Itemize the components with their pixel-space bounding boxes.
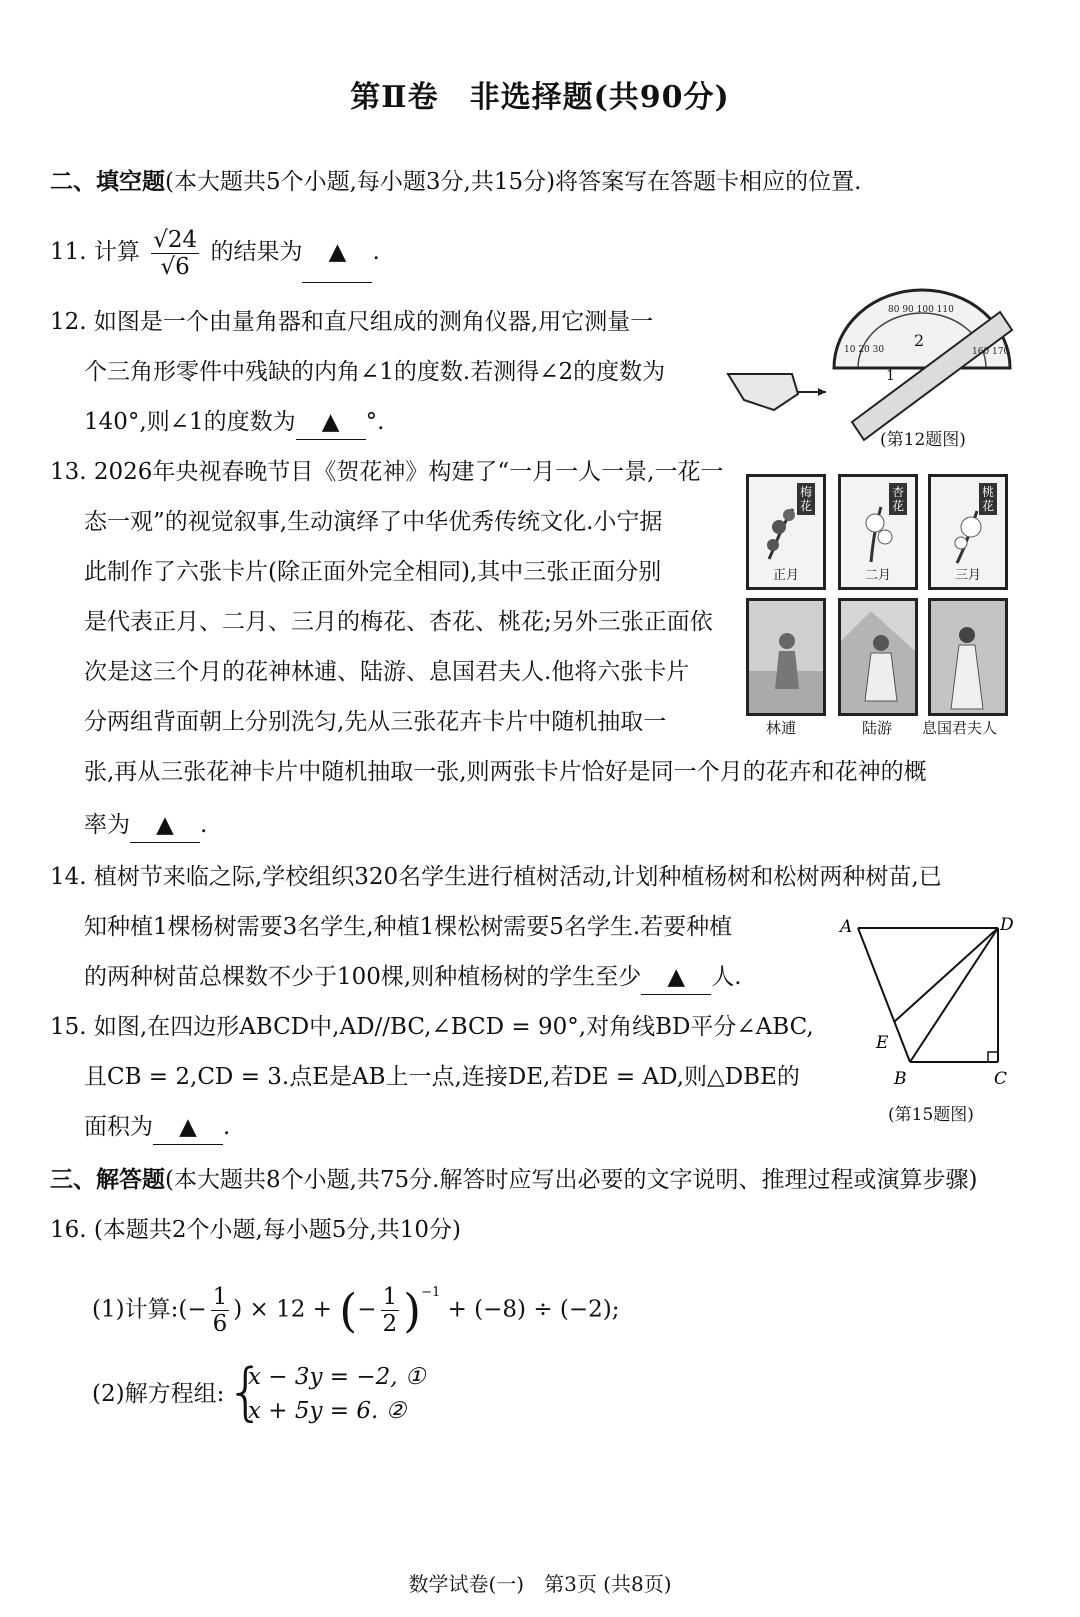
- q12-line1: 12. 如图是一个由量角器和直尺组成的测角仪器,用它测量一: [50, 309, 654, 335]
- frac2-denominator: 2: [382, 1311, 398, 1338]
- q14-line2: 知种植1棵杨树需要3名学生,种植1棵松树需要5名学生.若要种植: [84, 914, 733, 940]
- arrow-head-icon: [818, 388, 826, 396]
- q13-line5: 次是这三个月的花神林逋、陆游、息国君夫人.他将六张卡片: [84, 659, 690, 685]
- q16-p1-a: (−: [178, 1296, 207, 1323]
- q11-answer-blank: ▲: [302, 222, 372, 283]
- q11-prefix: 11. 计算: [50, 239, 140, 265]
- q14-answer-blank: ▲: [641, 960, 711, 995]
- frac2-numerator: 1: [382, 1284, 398, 1311]
- q13-answer-blank: ▲: [130, 808, 200, 843]
- q13-line2: 态一观”的视觉叙事,生动演绎了中华优秀传统文化.小宁据: [84, 509, 663, 535]
- point-c-label: C: [994, 1069, 1008, 1088]
- point-d-label: D: [1000, 915, 1014, 935]
- q16-part1: (1)计算:(− $\frac{1}{6}$ ) × 12 + (− $\frac{1}{2}$ )$^{-1}$ + (−8) ÷ (−2);: [92, 1283, 620, 1338]
- portrait-xiguojunfuren-icon: [931, 601, 1005, 713]
- portrait-linbu-icon: [749, 601, 823, 713]
- q12-line3: [84, 405, 384, 440]
- q16-p1-c: + (−8) ÷ (−2);: [447, 1296, 620, 1323]
- card-linbu: [746, 598, 826, 716]
- q16-p1-fraction1: [211, 1284, 230, 1337]
- question-11: 11. 计算 $\frac{√24}{√6}$ 的结果为 ▲ .: [50, 222, 380, 282]
- quadrilateral-figure: [834, 908, 1024, 1088]
- apricot-blossom-icon: [841, 487, 915, 567]
- q15-answer-blank: ▲: [153, 1110, 223, 1145]
- plum-blossom-icon: [749, 487, 823, 567]
- q13-line1: 13. 2026年央视春晚节目《贺花神》构建了“一月一人一景,一花一: [50, 459, 724, 485]
- person-label-luyou: 陆游: [862, 719, 893, 737]
- card-xiguojunfuren: [928, 598, 1008, 716]
- point-e-label: E: [876, 1033, 889, 1053]
- card-tag: 杏花: [889, 483, 907, 515]
- q15-caption: (第15题图): [888, 1105, 974, 1125]
- q16-p2-label: (2)解方程组:: [92, 1381, 225, 1407]
- right-angle-mark: [988, 1052, 998, 1062]
- equation-2: x + 5y = 6. ②: [248, 1398, 407, 1424]
- person-label-linbu: 林逋: [766, 719, 797, 737]
- q13-line6: 分两组背面朝上分别洗匀,先从三张花卉卡片中随机抽取一: [84, 709, 667, 735]
- protractor-scale-right: 160 170: [972, 347, 1010, 357]
- card-luyou: [838, 598, 918, 716]
- portrait-luyou-icon: [841, 601, 915, 713]
- page-title: 第Ⅱ卷 非选择题(共90分): [350, 80, 730, 115]
- q13-line3: 此制作了六张卡片(除正面外完全相同),其中三张正面分别: [84, 559, 662, 585]
- q11-denominator: √6: [160, 253, 190, 280]
- q11-numerator: √24: [153, 226, 198, 253]
- q13-line7: 张,再从三张花神卡片中随机抽取一张,则两张卡片恰好是同一个月的花卉和花神的概: [84, 759, 927, 785]
- section3-heading: [50, 1163, 977, 1197]
- broken-triangle-part: [728, 374, 798, 410]
- card-tag: 梅花: [797, 483, 815, 515]
- frac1-numerator: 1: [212, 1284, 228, 1311]
- system-brace: {: [226, 1355, 266, 1428]
- section2-desc: (本大题共5个小题,每小题3分,共15分)将答案写在答题卡相应的位置.: [165, 169, 862, 195]
- q13-line8: 率为 ▲ .: [84, 808, 207, 843]
- q12-caption: (第12题图): [880, 430, 966, 450]
- q16-p1-label: (1)计算:: [92, 1296, 179, 1323]
- equation-1: x − 3y = −2, ①: [248, 1364, 426, 1390]
- angle-2-label: 2: [914, 331, 925, 350]
- section3-head: 三、解答题: [50, 1166, 165, 1193]
- q14-line3-prefix: 的两种树苗总棵数不少于100棵,则种植杨树的学生至少: [84, 964, 642, 990]
- q12-line2: 个三角形零件中残缺的内角∠1的度数.若测得∠2的度数为: [84, 359, 666, 385]
- card-apricot-blossom: [838, 474, 918, 590]
- protractor-figure: [722, 282, 1022, 442]
- peach-blossom-icon: [931, 487, 1005, 567]
- q12-line3-prefix: 140°,则∠1的度数为: [84, 409, 296, 435]
- q13-last-prefix: 率为: [84, 812, 130, 838]
- q12-answer-blank: ▲: [296, 405, 366, 440]
- q14-line3: [84, 960, 742, 995]
- q11-suffix: 的结果为: [210, 239, 303, 265]
- card-month-label: 三月: [954, 568, 981, 583]
- card-peach-blossom: [928, 474, 1008, 590]
- q16-p1-b: ) × 12 +: [233, 1296, 332, 1323]
- card-month-label: 正月: [772, 568, 799, 583]
- q14-line3-suffix: 人.: [711, 964, 742, 990]
- q16-head: 16. (本题共2个小题,每小题5分,共10分): [50, 1217, 461, 1243]
- frac1-denominator: 6: [212, 1311, 228, 1338]
- q13-line4: 是代表正月、二月、三月的梅花、杏花、桃花;另外三张正面依: [84, 609, 713, 635]
- q16-p1-fraction2: [381, 1284, 400, 1337]
- q15-line3: 面积为 ▲ .: [84, 1110, 230, 1145]
- protractor-scale-top: 80 90 100 110: [888, 305, 954, 315]
- card-tag: 桃花: [979, 483, 997, 515]
- section2-head: 二、填空题: [50, 168, 165, 195]
- point-a-label: A: [840, 917, 853, 937]
- exponent: −1: [421, 1285, 441, 1300]
- q15-line3-prefix: 面积为: [84, 1114, 153, 1140]
- section3-desc: (本大题共8个小题,共75分.解答时应写出必要的文字说明、推理过程或演算步骤): [165, 1167, 978, 1193]
- q12-line3-suffix: °.: [365, 409, 385, 435]
- point-b-label: B: [894, 1069, 907, 1088]
- card-plum-blossom: [746, 474, 826, 590]
- angle-1-label: 1: [886, 368, 895, 384]
- section2-heading: [50, 165, 861, 199]
- person-label-xiguojunfuren: 息国君夫人: [922, 719, 998, 737]
- protractor-scale-left: 10 20 30: [844, 345, 885, 355]
- q11-fraction: [151, 227, 199, 280]
- q14-line1: 14. 植树节来临之际,学校组织320名学生进行植树活动,计划种植杨树和松树两种树苗,已: [50, 864, 942, 890]
- page-footer: 数学试卷(一) 第3页 (共8页): [408, 1572, 672, 1596]
- card-month-label: 二月: [864, 568, 891, 583]
- q15-line1: 15. 如图,在四边形ABCD中,AD//BC,∠BCD = 90°,对角线BD平分∠ABC,: [50, 1014, 814, 1040]
- q15-line2: 且CB = 2,CD = 3.点E是AB上一点,连接DE,若DE = AD,则△DBE的: [84, 1064, 800, 1090]
